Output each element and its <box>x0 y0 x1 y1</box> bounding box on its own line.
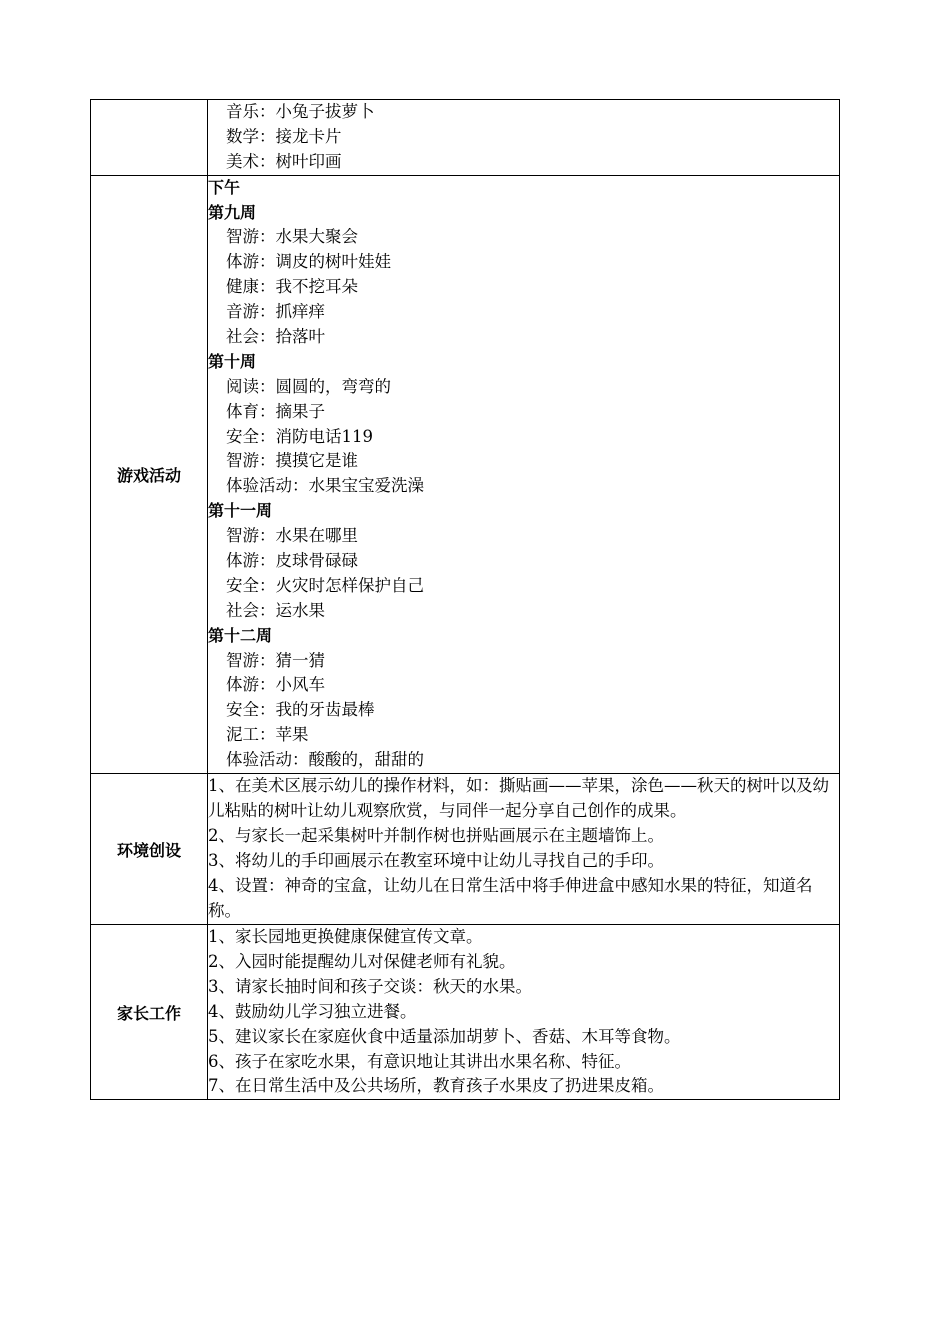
list-item: 4、设置：神奇的宝盒，让幼儿在日常生活中将手伸进盒中感知水果的特征，知道名称。 <box>208 875 813 920</box>
list-item: 泥工：苹果 <box>226 725 309 745</box>
list-item: 5、建议家长在家庭伙食中适量添加胡萝卜、香菇、木耳等食物。 <box>208 1026 681 1046</box>
week-title: 第十一周 <box>208 501 273 521</box>
list-item: 体育：摘果子 <box>226 401 325 421</box>
list-item: 体验活动：酸酸的，甜甜的 <box>226 750 424 770</box>
list-item: 安全：我的牙齿最棒 <box>226 700 375 720</box>
environment-label: 环境创设 <box>91 774 208 925</box>
list-item: 社会：拾落叶 <box>226 327 325 347</box>
list-item: 智游：水果大聚会 <box>226 227 358 247</box>
week-title: 第九周 <box>208 202 257 222</box>
table-row <box>91 100 840 176</box>
row-content <box>208 100 840 176</box>
list-item: 1、家长园地更换健康保健宣传文章。 <box>208 927 483 947</box>
list-item: 3、将幼儿的手印画展示在教室环境中让幼儿寻找自己的手印。 <box>208 850 664 870</box>
week-title: 第十二周 <box>208 625 273 645</box>
parents-label: 家长工作 <box>91 925 208 1100</box>
list-item: 7、在日常生活中及公共场所，教育孩子水果皮了扔进果皮箱。 <box>208 1076 664 1096</box>
list-item: 数学：接龙卡片 <box>226 126 342 146</box>
list-item: 体游：调皮的树叶娃娃 <box>226 252 391 272</box>
list-item: 智游：猜一猜 <box>226 650 325 670</box>
table-row <box>91 925 840 1100</box>
list-item: 美术：树叶印画 <box>226 151 342 171</box>
games-label: 游戏活动 <box>91 175 208 773</box>
list-item: 6、孩子在家吃水果，有意识地让其讲出水果名称、特征。 <box>208 1051 631 1071</box>
list-item: 体游：小风车 <box>226 675 325 695</box>
period-label: 下午 <box>208 177 241 197</box>
table-row <box>91 175 840 773</box>
list-item: 安全：消防电话119 <box>226 426 373 446</box>
list-item: 阅读：圆圆的，弯弯的 <box>226 376 391 396</box>
parents-content <box>208 925 840 1100</box>
list-item: 智游：摸摸它是谁 <box>226 451 358 471</box>
environment-content <box>208 774 840 925</box>
list-item: 1、在美术区展示幼儿的操作材料，如：撕贴画——苹果，涂色——秋天的树叶以及幼儿粘贴的树叶让幼儿观察欣赏，与同伴一起分享自己创作的成果。 <box>208 776 829 820</box>
list-item: 安全：火灾时怎样保护自己 <box>226 575 424 595</box>
list-item: 社会：运水果 <box>226 600 325 620</box>
weekly-plan-table <box>90 99 840 1100</box>
row-label-empty <box>91 100 208 176</box>
list-item: 3、请家长抽时间和孩子交谈：秋天的水果。 <box>208 976 532 996</box>
list-item: 音游：抓痒痒 <box>226 302 325 322</box>
week-title: 第十周 <box>208 351 257 371</box>
list-item: 体游：皮球骨碌碌 <box>226 551 358 571</box>
list-item: 智游：水果在哪里 <box>226 526 358 546</box>
list-item: 音乐：小兔子拔萝卜 <box>226 102 375 121</box>
list-item: 体验活动：水果宝宝爱洗澡 <box>226 476 424 496</box>
list-item: 健康：我不挖耳朵 <box>226 277 358 297</box>
list-item: 4、鼓励幼儿学习独立进餐。 <box>208 1001 417 1021</box>
list-item: 2、入园时能提醒幼儿对保健老师有礼貌。 <box>208 951 516 971</box>
list-item: 2、与家长一起采集树叶并制作树也拼贴画展示在主题墙饰上。 <box>208 825 664 845</box>
table-row <box>91 774 840 925</box>
games-content <box>208 175 840 773</box>
